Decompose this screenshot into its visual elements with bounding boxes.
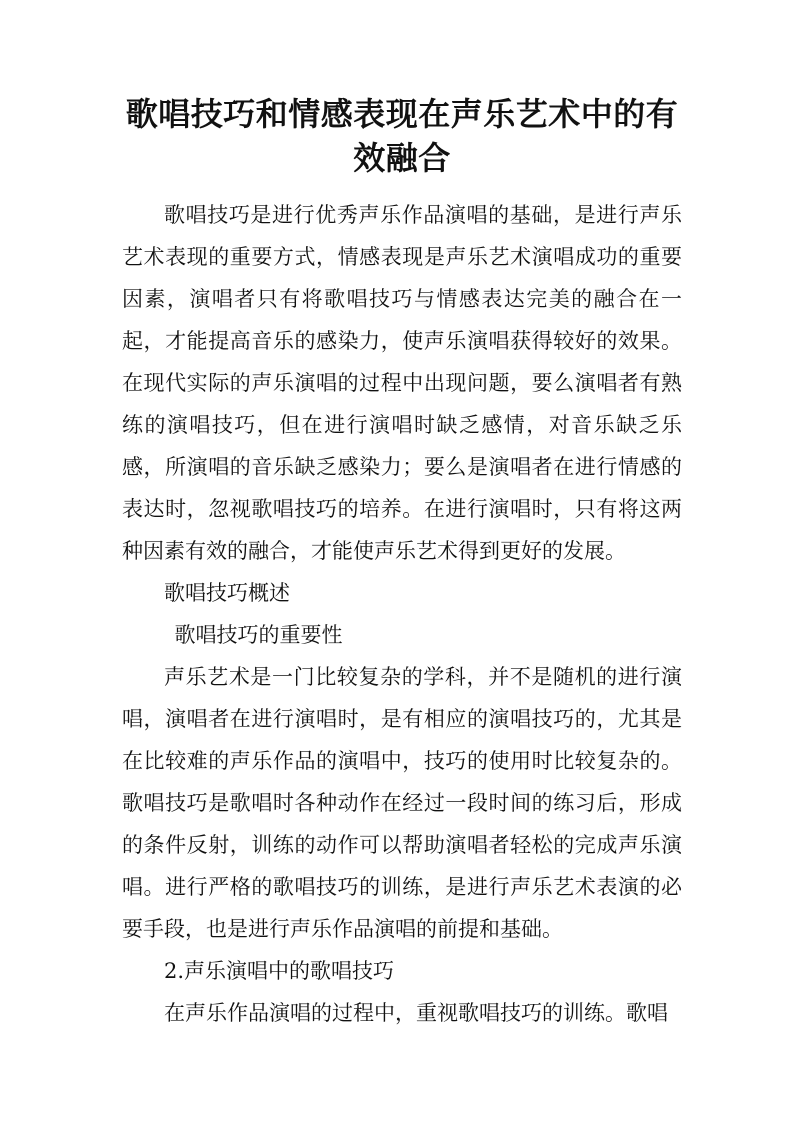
section-heading-techniques: 2.声乐演唱中的歌唱技巧 (164, 959, 395, 983)
document-title: 歌唱技巧和情感表现在声乐艺术中的有效融合 (125, 95, 679, 177)
importance-paragraph: 声乐艺术是一门比较复杂的学科，并不是随机的进行演唱，演唱者在进行演唱时，是有相应的演唱技巧的，尤其是在比较难的声乐作品的演唱中，技巧的使用时比较复杂的。歌唱技巧是歌唱时各种动作在经过一段时间的练习后，形成的条件反射，训练的动作可以帮助演唱者轻松的完成声乐演唱。进行严格的歌唱技巧的训练，是进行声乐艺术表演的必要手段，也是进行声乐作品演唱的前提和基础。 (122, 665, 682, 941)
intro-paragraph: 歌唱技巧是进行优秀声乐作品演唱的基础，是进行声乐艺术表现的重要方式，情感表现是声乐艺术演唱成功的重要因素，演唱者只有将歌唱技巧与情感表达完美的融合在一起，才能提高音乐的感染力，使声乐演唱获得较好的效果。在现代实际的声乐演唱的过程中出现问题，要么演唱者有熟练的演唱技巧，但在进行演唱时缺乏感情，对音乐缺乏乐感，所演唱的音乐缺乏感染力；要么是演唱者在进行情感的表达时，忽视歌唱技巧的培养。在进行演唱时，只有将这两种因素有效的融合，才能使声乐艺术得到更好的发展。 (122, 203, 682, 563)
subsection-heading-importance: 歌唱技巧的重要性 (174, 623, 343, 647)
document-body (122, 194, 682, 1034)
techniques-paragraph: 在声乐作品演唱的过程中，重视歌唱技巧的训练。歌唱 (164, 1001, 668, 1025)
section-heading-overview: 歌唱技巧概述 (164, 581, 290, 605)
